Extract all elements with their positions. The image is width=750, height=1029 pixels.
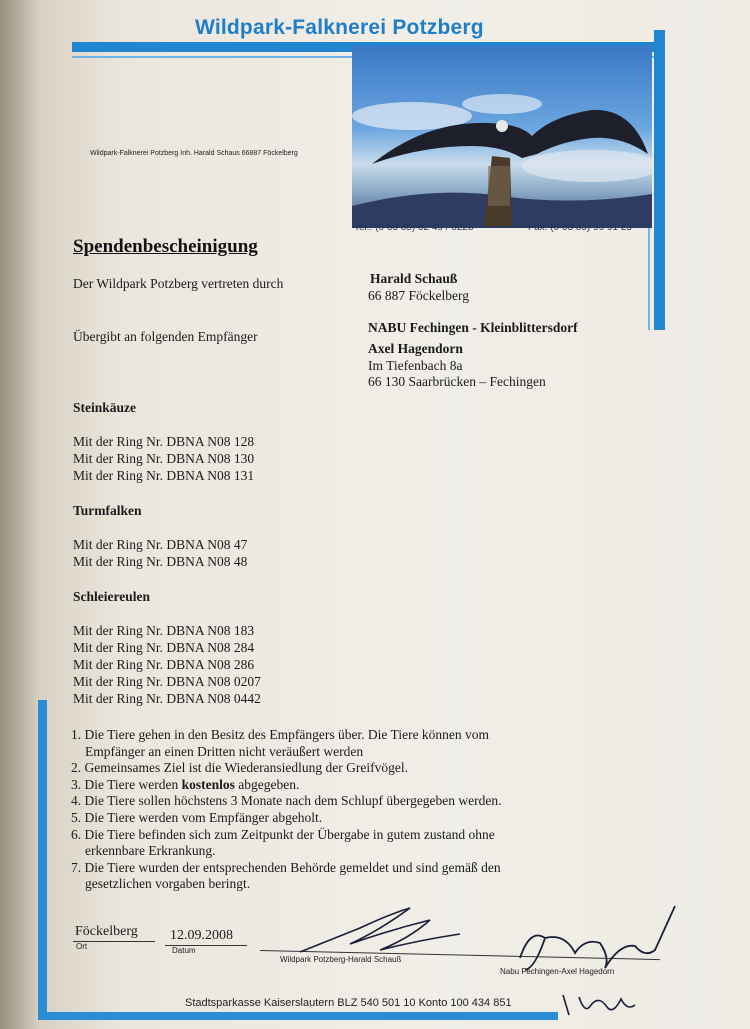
sender-line: Wildpark-Falknerei Potzberg Inh. Harald Schaus 66887 Föckelberg [90,150,298,157]
date-caption: Datum [172,946,196,955]
handwritten-initials [555,985,645,1025]
recipient-org: NABU Fechingen - Kleinblittersdorf [368,320,578,335]
condition-item: 2. Gemeinsames Ziel ist die Wiederansiedlung der Greifvögel. [71,760,408,776]
signer-one-caption: Wildpark Potzberg-Harald Schauß [280,955,402,964]
ring-line: Mit der Ring Nr. DBNA N08 128 [73,434,255,449]
eagle-photo [352,46,652,228]
ring-line: Mit der Ring Nr. DBNA N08 183 [73,623,255,638]
document-title: Spendenbescheinigung [73,236,258,257]
ring-line: Mit der Ring Nr. DBNA N08 0442 [73,691,261,706]
handwritten-signature-two [505,898,685,978]
condition-text: abgegeben. [234,776,300,792]
condition-item: 1. Die Tiere gehen in den Besitz des Empfängers über. Die Tiere können vom [71,727,490,742]
conditions-list [71,727,502,893]
footer-frame-left [38,700,47,1020]
letterhead-title: Wildpark-Falknerei Potzberg [195,16,484,39]
page-shadow [0,0,38,1029]
representative-city: 66 887 Föckelberg [368,288,469,303]
ring-line: Mit der Ring Nr. DBNA N08 131 [73,468,255,483]
ring-line: Mit der Ring Nr. DBNA N08 130 [73,451,255,466]
footer-frame-bottom [38,1012,558,1020]
recipient-street: Im Tiefenbach 8a [368,358,463,373]
condition-text: 3. Die Tiere werden [71,776,182,792]
ring-line: Mit der Ring Nr. DBNA N08 284 [73,640,255,655]
condition-item: 6. Die Tiere befinden sich zum Zeitpunkt der Übergabe in gutem zustand ohne [71,826,495,842]
representative-name: Harald Schauß [370,271,458,286]
condition-text: erkennbare Erkrankung. [85,843,216,859]
condition-item [71,777,502,794]
recipient-city: 66 130 Saarbrücken – Fechingen [368,374,546,389]
fax-number: Fax: (0 63 85) 99 91 25 [528,222,632,233]
condition-item: 5. Die Tiere werden vom Empfänger abgeholt. [71,809,323,825]
represented-label: Der Wildpark Potzberg vertreten durch [73,276,284,291]
signer-two-caption: Nabu Fechingen-Axel Hagedorn [500,967,615,976]
condition-text: gesetzlichen vorgaben beringt. [85,876,251,892]
group-heading-schleiereulen: Schleiereulen [73,589,150,604]
bank-details: Stadtsparkasse Kaiserslautern BLZ 540 501 10 Konto 100 434 851 [185,997,512,1009]
ring-line: Mit der Ring Nr. DBNA N08 286 [73,657,255,672]
condition-item: 7. Die Tiere wurden der entsprechenden Behörde gemeldet und sind gemäß den [71,859,501,875]
signature-place: Föckelberg [75,924,138,939]
group-heading-turmfalken: Turmfalken [73,503,142,518]
telephone-number: Tel.: (0 63 85) 62 49 / 6228 [354,222,474,233]
condition-text: Empfänger an einen Dritten nicht veräußert werden [85,743,364,759]
condition-item-continued [71,876,502,893]
signature-date: 12.09.2008 [170,928,233,943]
condition-item-continued [71,843,502,860]
condition-emphasis: kostenlos [181,776,235,792]
condition-item-continued [71,744,502,761]
recipient-person: Axel Hagendorn [368,341,463,356]
recipient-label: Übergibt an folgenden Empfänger [73,329,258,344]
handwritten-signature-one [290,900,470,960]
place-caption: Ort [76,942,88,951]
ring-line: Mit der Ring Nr. DBNA N08 47 [73,537,248,552]
letterhead-frame-right [654,30,665,330]
ring-line: Mit der Ring Nr. DBNA N08 0207 [73,674,261,689]
ring-line: Mit der Ring Nr. DBNA N08 48 [73,554,248,569]
group-heading-steinkaeuze: Steinkäuze [73,400,137,415]
condition-item: 4. Die Tiere sollen höchstens 3 Monate nach dem Schlupf übergegeben werden. [71,793,502,809]
